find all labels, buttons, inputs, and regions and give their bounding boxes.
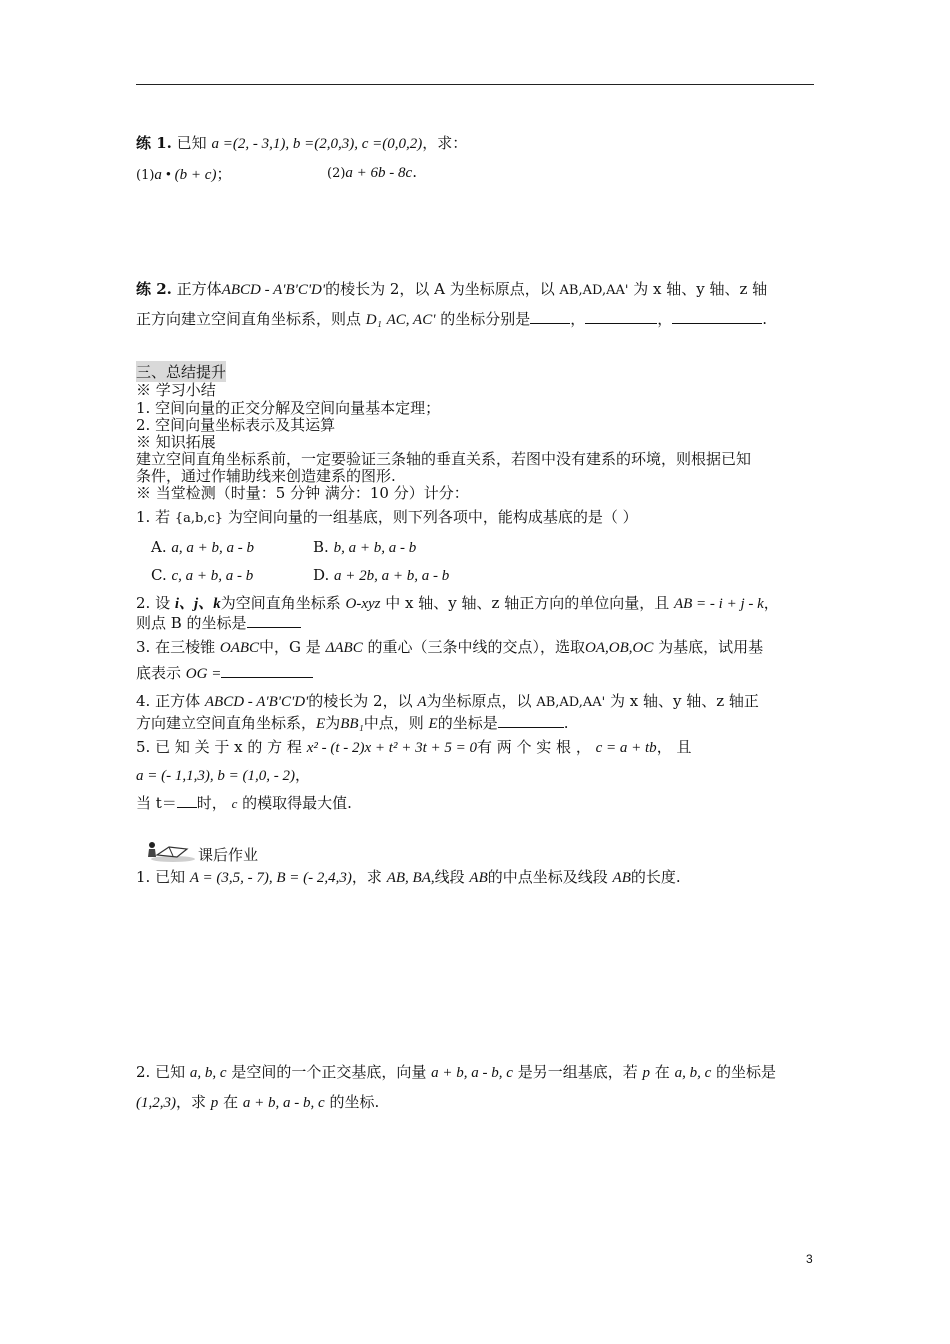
exercise-1-q1-end: ；: [216, 165, 232, 183]
summary-study-title: ※ 学习小结: [136, 381, 216, 399]
test-q3-tetra: OABC: [219, 640, 260, 656]
test-q2-line2: [136, 612, 301, 633]
test-q3-line2: [136, 662, 313, 683]
test-q5-equation: x² - (t - 2)x + t² + 3t + 5 = 0: [306, 740, 477, 756]
exercise-2-cube: ABCD - A'B'C'D': [221, 282, 326, 298]
test-q2-text-d: 则点 B 的坐标是: [136, 614, 247, 632]
exercise-1-line1: [136, 132, 467, 153]
homework-q1-text-c: 线段: [434, 868, 465, 886]
answer-blank[interactable]: [530, 309, 570, 324]
homework-q2-basis-3: a, b, c: [674, 1065, 712, 1081]
option-d-text: a + 2b, a + b, a - b: [334, 568, 450, 584]
homework-q2-basis-1: a, b, c: [189, 1065, 227, 1081]
exercise-2-axes-vectors: AB,AD,AA': [559, 283, 629, 298]
option-a-label: A.: [151, 538, 167, 556]
exercise-1-q1-expr: a • (b + c): [154, 167, 217, 183]
test-q3-triangle: ΔABC: [325, 640, 363, 656]
homework-q2-line1: [136, 1061, 776, 1082]
test-q3-basis: OA,OB,OC: [585, 640, 654, 656]
test-q3-text-b: 中，G 是: [259, 638, 321, 656]
test-q1: [136, 506, 638, 527]
test-q4-point-e: E: [316, 716, 326, 732]
exercise-1-q1-num: (1): [136, 168, 155, 183]
homework-q1-text-b: ，求: [351, 868, 382, 886]
test-q1-text-a: 1. 若: [136, 508, 171, 526]
test-q2-equation: AB = - i + j - k: [673, 596, 764, 612]
summary-item-1: 1. 空间向量的正交分解及空间向量基本定理；: [136, 399, 441, 417]
exercise-2-text-a: 正方体: [176, 280, 222, 298]
homework-q1-points: A = (3,5, - 7), B = (- 2,4,3): [189, 870, 352, 886]
exercise-2-label: 练 2.: [136, 280, 172, 298]
test-q3-text-a: 3. 在三棱锥: [136, 638, 216, 656]
homework-q2-p-2: p: [210, 1095, 219, 1111]
homework-q1-segment: AB: [469, 870, 488, 886]
test-q2-ijk: i、j、k: [174, 596, 221, 612]
option-d[interactable]: [313, 566, 449, 585]
knowledge-title: ※ 知识拓展: [136, 433, 216, 451]
test-q5-text-c: ， 且: [656, 738, 692, 756]
test-q5-vectors: a = (- 1,1,3), b = (1,0, - 2): [136, 768, 295, 784]
test-q3-og: OG =: [185, 666, 222, 682]
separator: ，: [657, 310, 673, 328]
homework-q1-vectors: AB, BA,: [386, 870, 435, 886]
summary-heading: 三、总结提升: [136, 363, 227, 381]
option-a-text: a, a + b, a - b: [171, 540, 255, 556]
exercise-1-label: 练 1.: [136, 134, 172, 152]
test-q1-text-b: 为空间向量的一组基底，则下列各项中，能构成基底的是（ ）: [227, 508, 638, 526]
exercise-2-text-b: 的棱长为 2，以 A 为坐标原点，以: [325, 280, 555, 298]
test-q2-comma: ，: [763, 594, 779, 612]
homework-q2-basis-2: a + b, a - b, c: [431, 1065, 513, 1081]
test-q5-line1: [136, 736, 691, 757]
test-q3-text-d: 为基底，试用基: [658, 638, 764, 656]
homework-q1-segment-2: AB: [612, 870, 631, 886]
test-q4-line2: [136, 712, 569, 733]
option-b-text: b, a + b, a - b: [333, 540, 417, 556]
test-q4-vectors: AB,AD,AA': [536, 695, 606, 710]
test-q4-text-g: 中点，则: [363, 714, 424, 732]
test-q4-text-h: 的坐标是: [437, 714, 498, 732]
test-q4-text-b: 的棱长为 2，以: [308, 692, 413, 710]
exercise-1-intro: 已知: [176, 134, 207, 152]
option-b-label: B.: [313, 538, 329, 556]
test-q4-text-e: 方向建立空间直角坐标系，: [136, 714, 317, 732]
homework-q2-text-d: 在: [654, 1063, 670, 1081]
exercise-1-q2-expr: a + 6b - 8c: [345, 165, 413, 181]
homework-q1-text-a: 1. 已知: [136, 868, 186, 886]
test-q4-text-f: 为: [325, 714, 341, 732]
test-q5-line2: [136, 764, 310, 785]
homework-q2-text-g: 在: [223, 1093, 239, 1111]
separator: ，: [570, 310, 586, 328]
option-c[interactable]: [151, 566, 253, 585]
exercise-2-text-d: 正方向建立空间直角坐标系，则点: [136, 310, 362, 328]
knowledge-line-2: 条件，通过作辅助线来创造建系的图形.: [136, 467, 396, 485]
homework-title: 课后作业: [198, 846, 259, 864]
exercise-2-text-e: 的坐标分别是: [440, 310, 531, 328]
test-q5-c-def: c = a + tb: [595, 740, 657, 756]
answer-blank[interactable]: [672, 309, 762, 324]
test-q3-text-e: 底表示: [136, 664, 182, 682]
summary-item-2: 2. 空间向量坐标表示及其运算: [136, 416, 336, 434]
exercise-2-vectors: AC, AC': [386, 312, 436, 328]
exercise-1-vectors: a =(2, - 3,1), b =(2,0,3), c =(0,0,2): [211, 136, 423, 152]
test-q5-text-f: 的模取得最大值.: [242, 794, 352, 812]
page-number: 3: [806, 1252, 813, 1266]
test-q5-text-a: 5. 已 知 关 于 x 的 方 程: [136, 738, 302, 756]
exercise-2-text-c: 为: [633, 280, 649, 298]
test-q4-point-e2: E: [428, 716, 438, 732]
period: .: [762, 310, 768, 328]
exercise-1-q2: [327, 163, 417, 182]
homework-q2-p: p: [642, 1065, 650, 1081]
answer-blank[interactable]: [585, 309, 657, 324]
test-q2-text-b: 为空间直角坐标系: [220, 594, 341, 612]
test-q5-comma: ，: [294, 766, 310, 784]
header-rule: [136, 84, 814, 85]
homework-q2-text-h: 的坐标.: [329, 1093, 380, 1111]
exercise-1-q2-num: (2): [327, 166, 346, 181]
homework-q2-basis-4: a + b, a - b, c: [242, 1095, 325, 1111]
option-c-label: C.: [151, 566, 167, 584]
option-d-label: D.: [313, 566, 330, 584]
test-q5-text-d: 当 t＝: [136, 794, 177, 812]
test-q5-line3: [136, 792, 352, 813]
test-q4-origin: A: [417, 694, 427, 710]
homework-q2-text-f: ，求: [176, 1093, 207, 1111]
option-c-text: c, a + b, a - b: [171, 568, 254, 584]
test-q2-text-c: 中 x 轴、y 轴、z 轴正方向的单位向量，且: [385, 594, 670, 612]
test-q5-text-b: 有 两 个 实 根 ，: [476, 738, 591, 756]
test-q2-system: O-xyz: [345, 596, 381, 612]
test-q4-text-d: 为 x 轴、y 轴、z 轴正: [610, 692, 759, 710]
test-q2-line1: [136, 592, 779, 613]
option-b[interactable]: [313, 538, 416, 557]
homework-q2-text-c: 是另一组基底，若: [517, 1063, 638, 1081]
test-q4-line1: [136, 690, 759, 711]
test-title: ※ 当堂检测（时量：5 分钟 满分：10 分）计分：: [136, 484, 469, 502]
test-q2-text-a: 2. 设: [136, 594, 171, 612]
exercise-1-q1: [136, 163, 231, 184]
answer-blank[interactable]: [498, 713, 564, 728]
homework-q2-line2: [136, 1091, 379, 1112]
exercise-1-q2-end: .: [412, 163, 417, 181]
knowledge-line-1: 建立空间直角坐标系前，一定要验证三条轴的垂直关系，若图中没有建系的环境，则根据已知: [136, 450, 752, 468]
test-q4-text-c: 为坐标原点，以: [426, 692, 532, 710]
test-q3-line1: [136, 636, 763, 657]
test-q5-text-e: 时，: [196, 794, 227, 812]
option-a[interactable]: [151, 538, 254, 557]
test-q5-c: c: [231, 796, 238, 811]
homework-q1-text-e: 的长度.: [630, 868, 681, 886]
answer-blank[interactable]: [247, 613, 301, 628]
test-q4-cube: ABCD - A'B'C'D': [204, 694, 309, 710]
test-q3-text-c: 的重心（三条中线的交点），选取: [367, 638, 586, 656]
test-q4-edge: BB₁: [340, 716, 364, 732]
exercise-2-line1: [136, 278, 767, 299]
exercise-2-axes: x 轴、y 轴、z 轴: [653, 280, 768, 298]
homework-q1-text-d: 的中点坐标及线段: [487, 868, 608, 886]
homework-q1: [136, 866, 681, 887]
exercise-2-line2: [136, 308, 767, 329]
exercise-1-ask: ，求：: [422, 134, 468, 152]
homework-q2-text-a: 2. 已知: [136, 1063, 186, 1081]
answer-blank[interactable]: [221, 663, 313, 678]
test-q4-text-a: 4. 正方体: [136, 692, 201, 710]
homework-q2-text-b: 是空间的一个正交基底，向量: [231, 1063, 427, 1081]
book-reading-icon: [143, 835, 195, 863]
answer-blank[interactable]: [177, 793, 197, 808]
homework-q2-text-e: 的坐标是: [716, 1063, 777, 1081]
homework-q2-coord: (1,2,3): [136, 1095, 176, 1111]
exercise-2-point-d1: D₁: [365, 312, 382, 328]
period: .: [563, 714, 569, 732]
test-q1-set: {a,b,c}: [174, 511, 224, 526]
